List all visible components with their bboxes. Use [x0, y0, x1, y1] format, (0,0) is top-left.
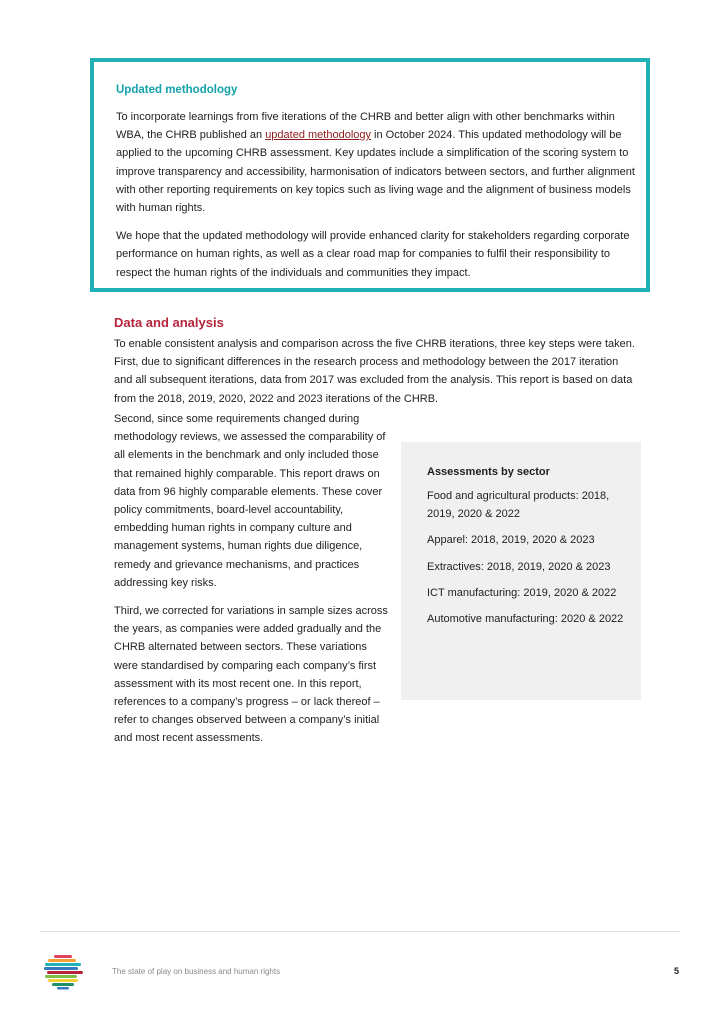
wba-logo-icon — [44, 954, 84, 990]
sidebar-item-food: Food and agricultural products: 2018, 2019, 2020 & 2022 — [427, 490, 610, 521]
data-analysis-intro: To enable consistent analysis and comparison across the five CHRB iterations, three key steps were taken. First, due to significant differences in the research process and methodology between the 2017 iteration and all subsequent iterations, data from 2017 was excluded from the analysis. This report is based on data from the 2018, 2019, 2020, 2022 and 2023 iterations of the CHRB. — [114, 338, 635, 405]
footer-report-title: The state of play on business and human rights — [112, 967, 281, 976]
methodology-p1-text: To incorporate learnings from five iterations of the CHRB and better align with other benchmarks within WBA, the CHRB published an — [116, 111, 615, 142]
assessments-sidebar — [401, 442, 641, 700]
sidebar-item-extractives: Extractives: 2018, 2019, 2020 & 2023 — [427, 560, 611, 573]
data-analysis-heading: Data and analysis — [114, 315, 224, 330]
methodology-p1-text-end: in October 2024. This updated methodology will be applied to the upcoming CHRB assessment. Key updates include a simplification of the scoring system to improve transparency and accessibility, harmonisation of indicators between sectors, and further alignment with other reporting requirements on key topics such as living wage and the alignment of business models with human rights. — [116, 129, 635, 215]
sidebar-title: Assessments by sector — [427, 466, 550, 478]
methodology-box — [90, 58, 650, 292]
methodology-paragraph-1 — [116, 108, 636, 217]
data-analysis-third-paragraph: Third, we corrected for variations in sample sizes across the years, as companies were added gradually and the CHRB alternated between sectors. These variations were standardised by comparing each company’s first assessment with its most recent one. In this report, references to a company’s progress – or lack thereof – refer to changes observed between a company’s initial and most recent assessments. — [114, 605, 388, 745]
data-analysis-second-paragraph: Second, since some requirements changed during methodology reviews, we assessed the comparability of all elements in the benchmark and only included those that remained highly comparable. This report draws on data from 96 highly comparable elements. These cover policy commitments, board-level accountability, embedding human rights in company culture and management systems, human rights due diligence, remedy and grievance mechanisms, and practices addressing key risks. — [114, 413, 386, 589]
footer-divider — [40, 931, 680, 932]
methodology-paragraph-2: We hope that the updated methodology will provide enhanced clarity for stakeholders regarding corporate performance on human rights, as well as a clear road map for companies to fulfil their responsibility to respect the human rights of the individuals and communities they impact. — [116, 230, 630, 279]
updated-methodology-link[interactable]: updated methodology — [265, 129, 371, 142]
sidebar-item-apparel: Apparel: 2018, 2019, 2020 & 2023 — [427, 534, 595, 547]
sidebar-item-automotive: Automotive manufacturing: 2020 & 2022 — [427, 613, 624, 626]
methodology-box-title: Updated methodology — [116, 84, 238, 96]
data-analysis-column — [114, 410, 392, 758]
sidebar-item-ict: ICT manufacturing: 2019, 2020 & 2022 — [427, 586, 617, 599]
page-number: 5 — [674, 966, 680, 976]
